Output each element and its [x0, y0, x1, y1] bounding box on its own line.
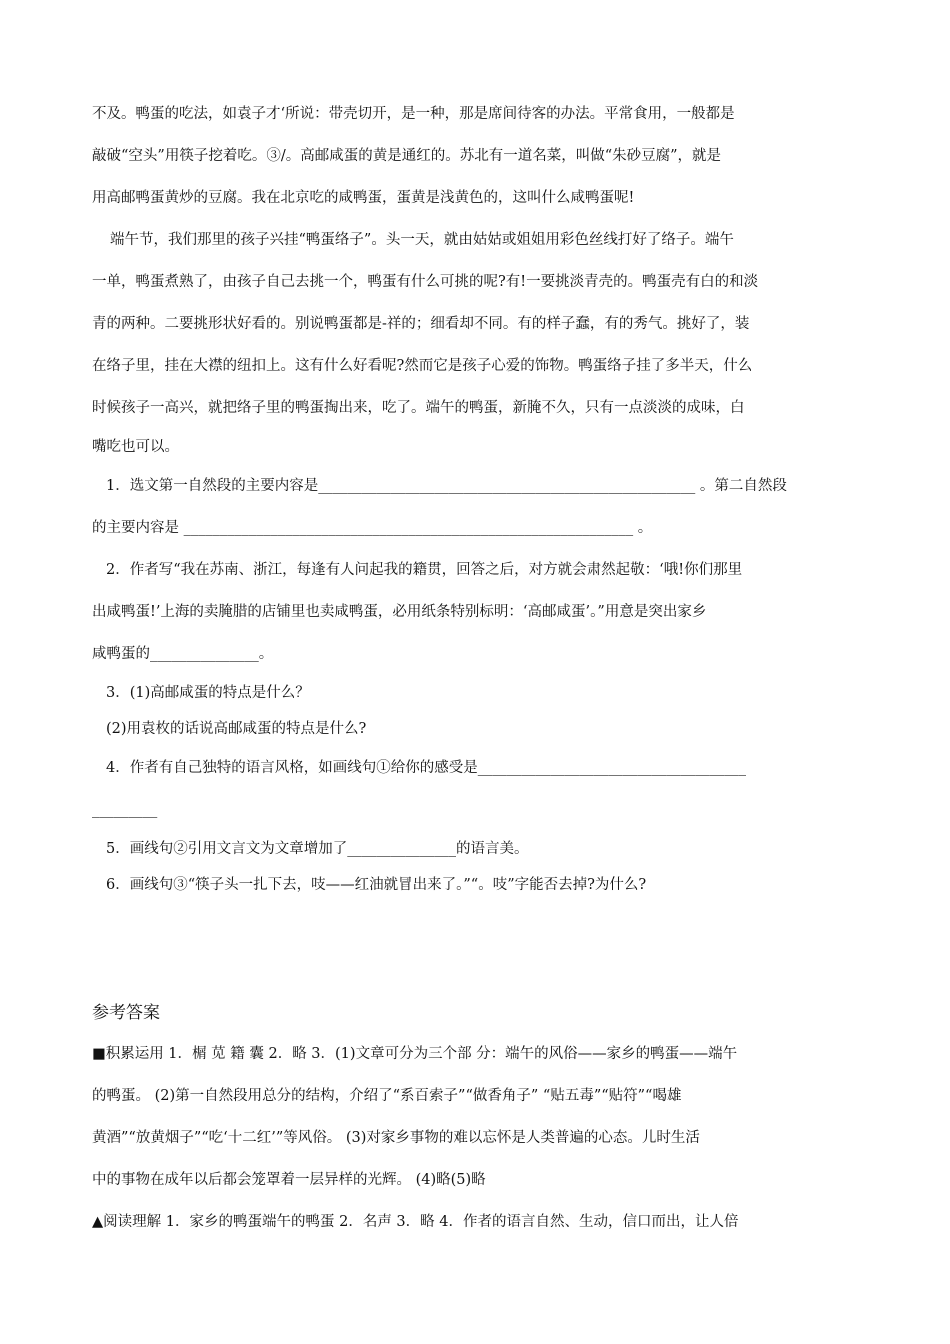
answer-line: 中的事物在成年以后都会笼罩着一层异样的光辉。 (4)略(5)略: [92, 1172, 486, 1188]
passage-line: 一单，鸭蛋煮熟了，由孩子自己去挑一个，鸭蛋有什么可挑的呢?有!一要挑淡青壳的。鸭蛋壳有白的和淡: [92, 274, 759, 290]
passage-line: 在络子里，挂在大襟的纽扣上。这有什么好看呢?然而它是孩子心爱的饰物。鸭蛋络子挂了多半天，什么: [92, 358, 753, 374]
question-line: 4．作者有自己独特的语言风格，如画线句①给你的感受是_____________________________________: [106, 760, 746, 776]
answer-line: ▲阅读理解 1．家乡的鸭蛋端午的鸭蛋 2．名声 3．略 4．作者的语言自然、生动，信口而出，让人倍: [92, 1214, 739, 1230]
passage-section: [92, 93, 862, 465]
question-line: 咸鸭蛋的_______________。: [92, 646, 274, 662]
question-line: _________: [92, 802, 158, 818]
answers-heading: 参考答案: [92, 1003, 160, 1023]
question-line: 出咸鸭蛋!’上海的卖腌腊的店铺里也卖咸鸭蛋，必用纸条特别标明：‘高邮咸蛋’。”用意是突出家乡: [92, 604, 707, 620]
question-line: 的主要内容是 ______________________________________________________________ 。: [92, 520, 653, 536]
answer-line: 黄酒”“放黄烟子”“吃‘十二红’”等风俗。 (3)对家乡事物的难以忘怀是人类普遍的心态。儿时生活: [92, 1130, 700, 1146]
question-line: (2)用袁枚的话说高邮咸蛋的特点是什么?: [106, 721, 367, 737]
question-line: 3．(1)高邮咸蛋的特点是什么？: [106, 685, 310, 701]
question-line: 5．画线句②引用文言文为文章增加了_______________的语言美。: [106, 841, 529, 857]
questions-section: [92, 465, 862, 903]
passage-line: 时候孩子一高兴，就把络子里的鸭蛋掏出来，吃了。端午的鸭蛋，新腌不久，只有一点淡淡的成味，白: [92, 400, 745, 416]
passage-line: 青的两种。二要挑形状好看的。别说鸭蛋都是-祥的；细看却不同。有的样子蠢，有的秀气。挑好了，装: [92, 316, 750, 332]
passage-line: 嘴吃也可以。: [92, 439, 179, 455]
question-line: 6．画线句③“筷子头一扎下去，吱——红油就冒出来了。”“。吱”字能否去掉?为什么?: [106, 877, 647, 893]
answer-line: ■积累运用 1．榍 苋 籍 囊 2．略 3．(1)文章可分为三个部 分：端午的风俗——家乡的鸭蛋——端午: [92, 1046, 738, 1062]
answers-section: [92, 993, 862, 1243]
passage-line: 用高邮鸭蛋黄炒的豆腐。我在北京吃的咸鸭蛋，蛋黄是浅黄色的，这叫什么咸鸭蛋呢!: [92, 190, 635, 206]
answer-line: 的鸭蛋。 (2)第一自然段用总分的结构，介绍了“系百索子”“做香角子” “贴五毒”“贴符”“喝雄: [92, 1088, 682, 1104]
passage-line: 敲破“空头”用筷子挖着吃。③/。高邮咸蛋的黄是通红的。苏北有一道名菜，叫做“朱砂豆腐”，就是: [92, 148, 722, 164]
document-page: [92, 93, 862, 1243]
question-line: 1．选文第一自然段的主要内容是____________________________________________________ 。第二自然段: [106, 478, 787, 494]
section-gap: [92, 903, 862, 993]
question-line: 2．作者写“我在苏南、浙江，每逢有人问起我的籍贯，回答之后，对方就会肃然起敬：‘哦!你们那里: [106, 562, 743, 578]
passage-line: 端午节，我们那里的孩子兴挂“鸭蛋络子”。头一天，就由姑姑或姐姐用彩色丝线打好了络子。端午: [110, 232, 734, 248]
passage-line: 不及。鸭蛋的吃法，如袁子才‘所说：带壳切开，是一种，那是席间待客的办法。平常食用，一般都是: [92, 106, 735, 122]
